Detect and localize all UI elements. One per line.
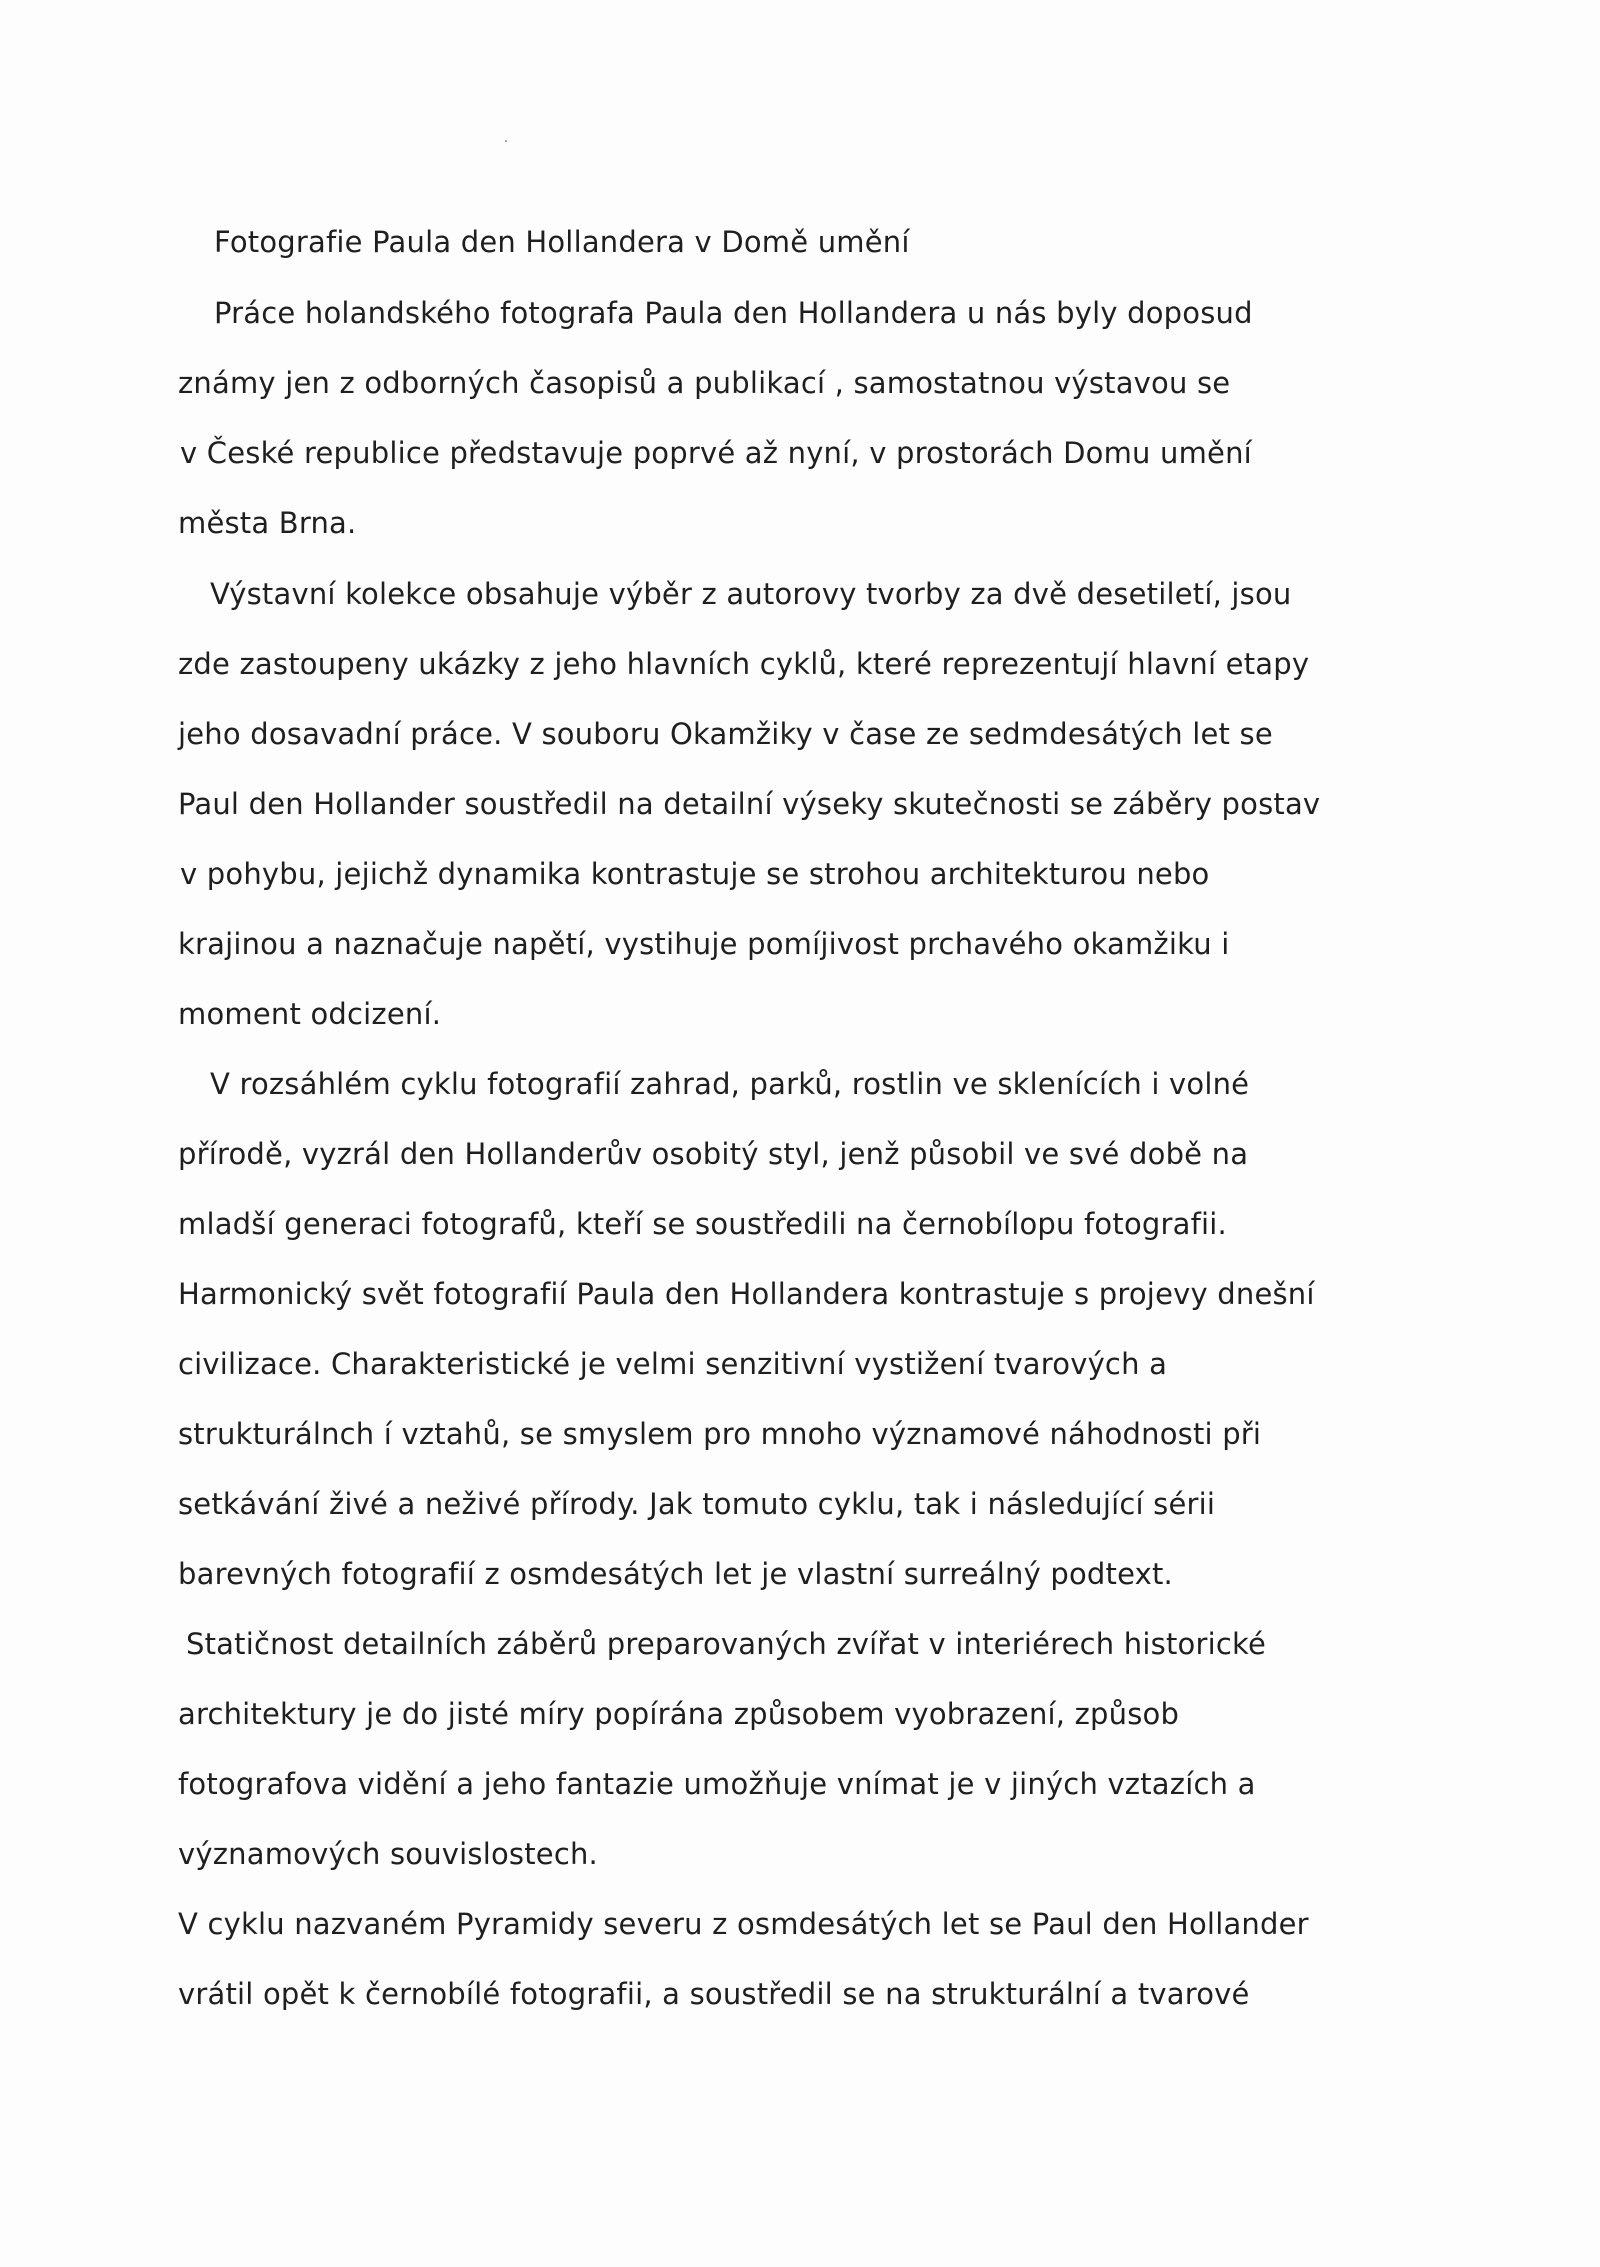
text-line: jeho dosavadní práce. V souboru Okamžiky v čase ze sedmdesátých let se bbox=[178, 717, 1273, 751]
text-line: v pohybu, jejichž dynamika kontrastuje se strohou architekturou nebo bbox=[180, 857, 1210, 891]
text-line: Paul den Hollander soustředil na detailní výseky skutečnosti se záběry postav bbox=[178, 787, 1321, 821]
text-line: Výstavní kolekce obsahuje výběr z autorovy tvorby za dvě desetiletí, jsou bbox=[210, 577, 1292, 611]
text-line: architektury je do jisté míry popírána způsobem vyobrazení, způsob bbox=[178, 1697, 1180, 1731]
text-line: přírodě, vyzrál den Hollanderův osobitý styl, jenž působil ve své době na bbox=[178, 1137, 1249, 1171]
text-line: Statičnost detailních záběrů preparovaných zvířat v interiérech historické bbox=[186, 1627, 1266, 1661]
text-line: V rozsáhlém cyklu fotografií zahrad, parků, rostlin ve sklenících i volné bbox=[210, 1067, 1250, 1101]
text-line: moment odcizení. bbox=[178, 997, 442, 1031]
text-line: V cyklu nazvaném Pyramidy severu z osmdesátých let se Paul den Hollander bbox=[178, 1907, 1309, 1941]
text-line: vrátil opět k černobílé fotografii, a soustředil se na strukturální a tvarové bbox=[178, 1977, 1250, 2011]
text-line: setkávání živé a neživé přírody. Jak tomuto cyklu, tak i následující sérii bbox=[178, 1487, 1216, 1521]
text-line: města Brna. bbox=[178, 506, 357, 540]
text-line: významových souvislostech. bbox=[178, 1837, 598, 1871]
scan-speck bbox=[505, 140, 507, 142]
text-line: známy jen z odborných časopisů a publikací , samostatnou výstavou se bbox=[178, 366, 1231, 400]
text-line: mladší generaci fotografů, kteří se soustředili na černobílopu fotografii. bbox=[178, 1207, 1227, 1241]
text-line: barevných fotografií z osmdesátých let je vlastní surreálný podtext. bbox=[178, 1557, 1173, 1591]
text-line: Harmonický svět fotografií Paula den Hollandera kontrastuje s projevy dnešní bbox=[178, 1277, 1315, 1311]
document-title: Fotografie Paula den Hollandera v Domě umění bbox=[214, 225, 910, 259]
text-line: krajinou a naznačuje napětí, vystihuje pomíjivost prchavého okamžiku i bbox=[178, 927, 1230, 961]
text-line: civilizace. Charakteristické je velmi senzitivní vystižení tvarových a bbox=[178, 1347, 1168, 1381]
text-line: Práce holandského fotografa Paula den Hollandera u nás byly doposud bbox=[214, 296, 1253, 330]
text-line: fotografova vidění a jeho fantazie umožňuje vnímat je v jiných vztazích a bbox=[178, 1767, 1256, 1801]
text-line: v České republice představuje poprvé až nyní, v prostorách Domu umění bbox=[180, 436, 1252, 470]
text-line: strukturálnch í vztahů, se smyslem pro mnoho významové náhodnosti při bbox=[178, 1417, 1262, 1451]
text-line: zde zastoupeny ukázky z jeho hlavních cyklů, které reprezentují hlavní etapy bbox=[178, 647, 1310, 681]
